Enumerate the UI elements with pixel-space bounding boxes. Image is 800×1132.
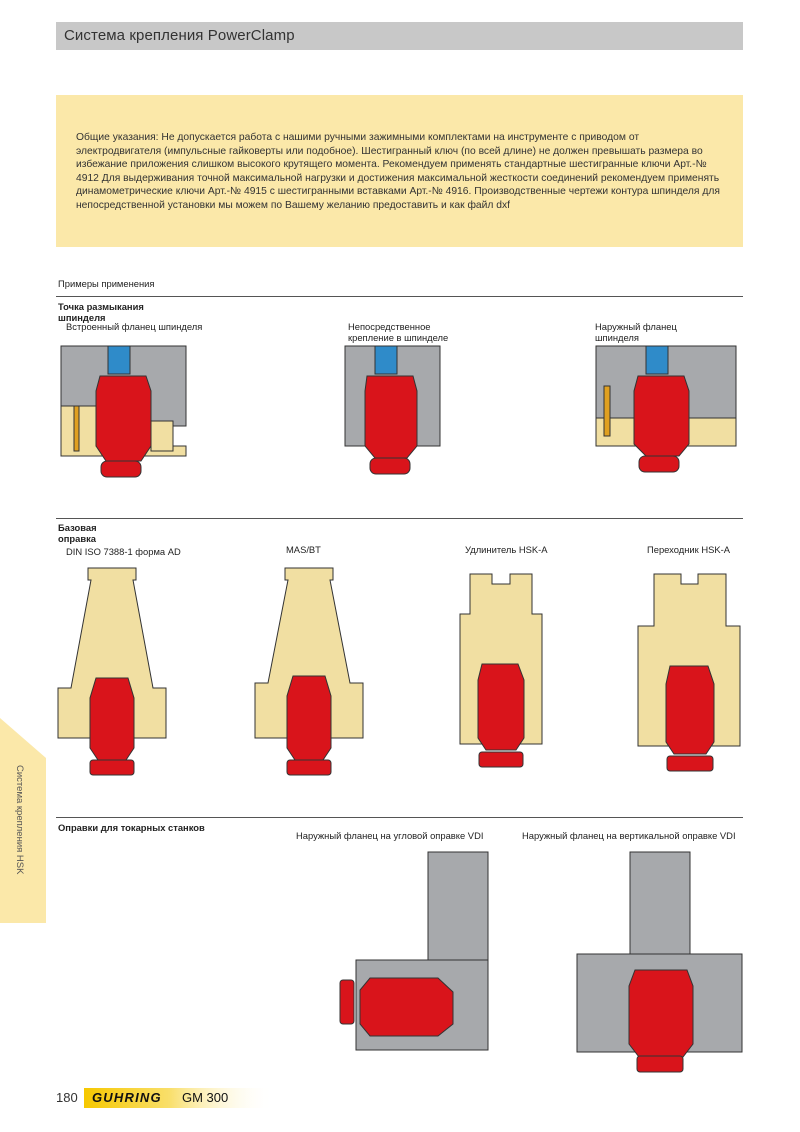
divider bbox=[56, 817, 743, 818]
figure-external-flange bbox=[596, 346, 741, 476]
examples-title: Примеры применения bbox=[58, 278, 155, 289]
section1-caption-1: Встроенный фланец шпинделя bbox=[66, 321, 203, 332]
section3-caption-1: Наружный фланец на угловой оправке VDI bbox=[296, 830, 484, 841]
section1-caption-3: Наружный фланец шпинделя bbox=[595, 321, 677, 343]
notice-text: Общие указания: Не допускается работа с нашими ручными зажимными комплектами на инструменте с приводом от электродвигателя (импульсные гайковерты или подобное). Шестигранный ключ (по всей длине) не должен превышать размера во избежание приложения слишком высокого крутящего момента. Рекомендуем применять стандартные шестигранные ключи Арт.-№ 4912 Для выдерживания точной максимальной нагрузки и достижения максимальной жесткости соединений рекомендуем применять динамометрические ключи Арт.-№ 4915 с шестигранными вставками Арт.-№ 4916. Производственные чертежи контура шпинделя для непосредственной установки мы можем по Вашему желанию предоставить и как файл dxf bbox=[76, 132, 720, 211]
page-number: 180 bbox=[56, 1090, 78, 1105]
figure-hsk-a-adapter bbox=[636, 574, 744, 774]
section2-caption-2: MAS/BT bbox=[286, 544, 321, 555]
figure-direct-spindle bbox=[345, 346, 445, 478]
section2-title: Базовая оправка bbox=[58, 522, 97, 544]
figure-angled-vdi bbox=[338, 852, 498, 1057]
header-bar bbox=[56, 22, 743, 50]
section2-caption-1: DIN ISO 7388-1 форма AD bbox=[66, 546, 181, 557]
section2-caption-3: Удлинитель HSK-A bbox=[465, 544, 548, 555]
section3-caption-2: Наружный фланец на вертикальной оправке VDI bbox=[522, 830, 736, 841]
divider bbox=[56, 296, 743, 297]
side-tab-label: Система крепления HSK bbox=[14, 765, 25, 875]
brand-logo: GUHRING bbox=[92, 1090, 162, 1105]
section1-title: Точка размыкания шпинделя bbox=[58, 301, 144, 323]
section1-caption-2: Непосредственное крепление в шпинделе bbox=[348, 321, 449, 343]
notice-box bbox=[56, 95, 743, 247]
figure-vertical-vdi bbox=[577, 852, 742, 1077]
page-title: Система крепления PowerClamp bbox=[64, 27, 295, 44]
section3-title: Оправки для токарных станков bbox=[58, 822, 205, 833]
catalog-code: GM 300 bbox=[182, 1090, 229, 1105]
figure-integrated-flange bbox=[56, 346, 191, 481]
section2-caption-4: Переходник HSK-A bbox=[647, 544, 731, 555]
divider bbox=[56, 518, 743, 519]
figure-mas-bt bbox=[255, 568, 363, 778]
figure-hsk-a-extension bbox=[452, 574, 550, 770]
figure-din-iso-7388 bbox=[58, 568, 166, 778]
